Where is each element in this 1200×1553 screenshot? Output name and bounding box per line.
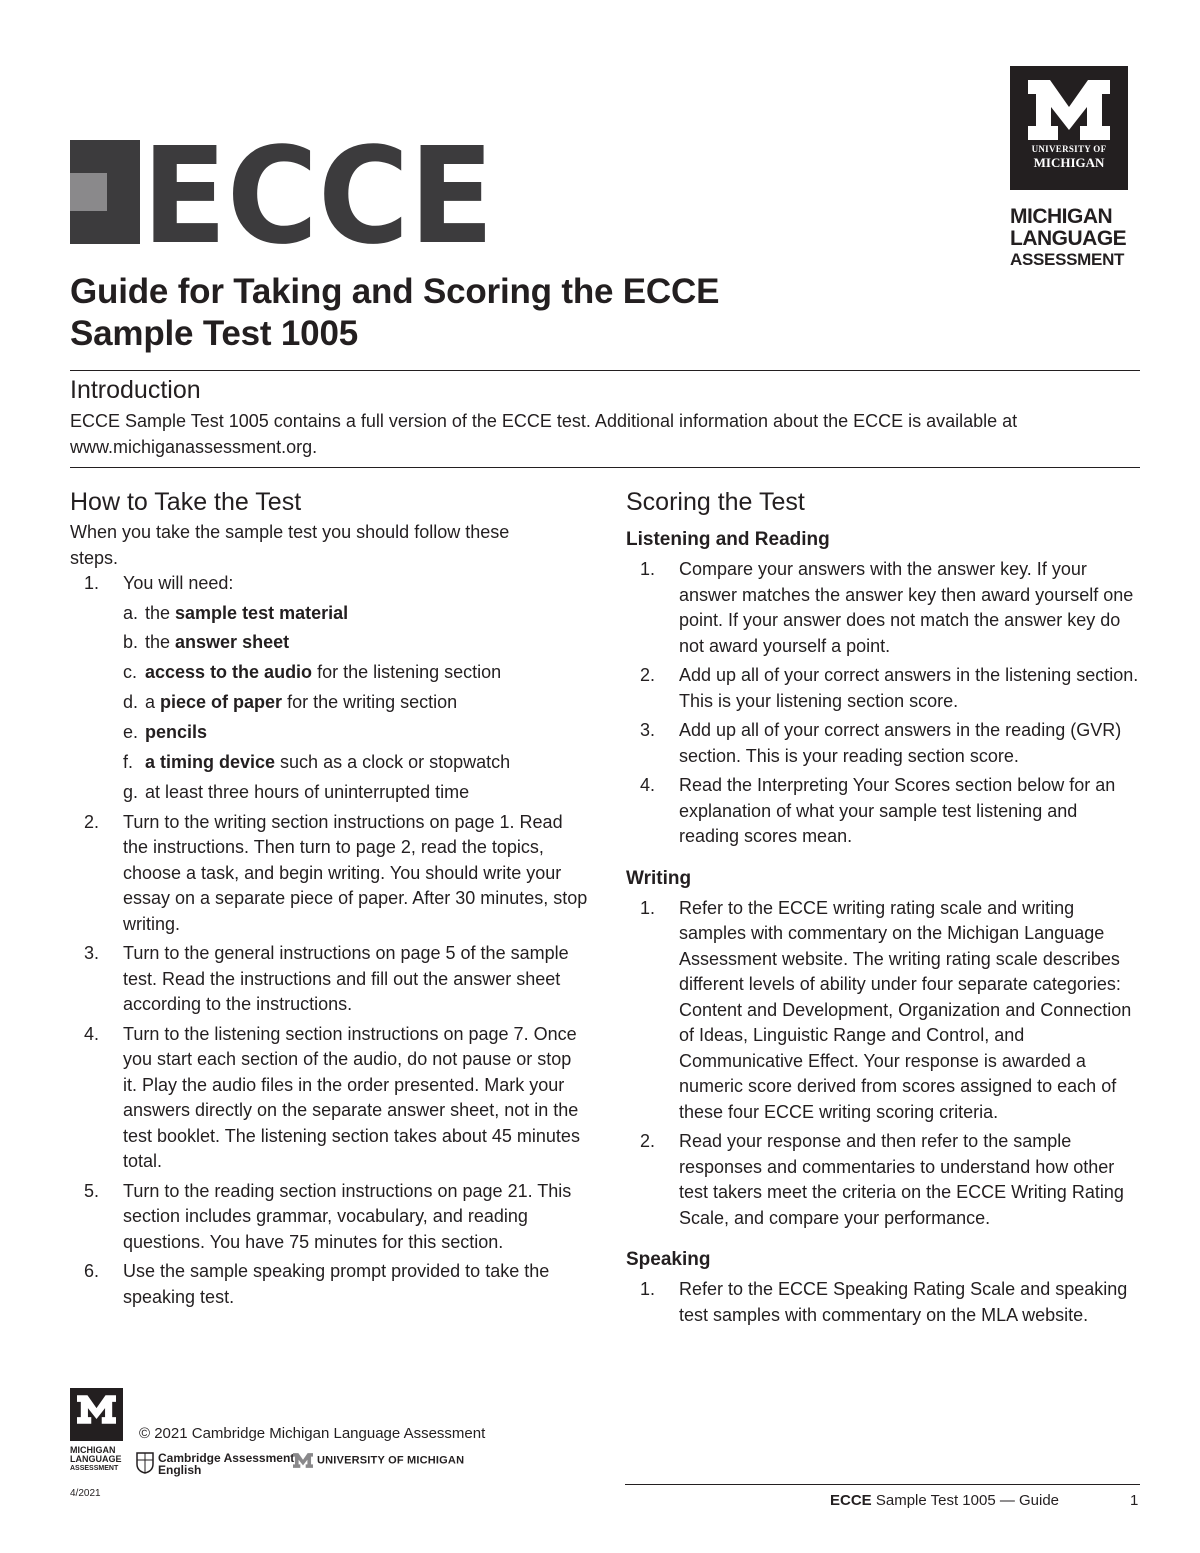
footer-doc-rest: Sample Test 1005 — Guide: [871, 1492, 1060, 1509]
item-letter: b.: [123, 632, 139, 653]
listening-reading-steps: [626, 557, 1140, 850]
footer-mla-logo: [70, 1446, 124, 1473]
step-text: Turn to the reading section instructions on page 21. This section includes grammar, vocabulary, and reading questions. You have 75 minutes for this section.: [123, 1180, 572, 1252]
list-item: [123, 690, 590, 716]
how-to-steps: [70, 571, 590, 805]
item-letter: c.: [123, 662, 138, 683]
step-text: You will need:: [123, 573, 234, 593]
step-number: 1.: [640, 1279, 656, 1299]
item-letter: d.: [123, 692, 139, 713]
step-text: Turn to the listening section instructions on page 7. Once you start each section of the audio, do not pause or stop it. Play the audio files in the order presented. Mark your answers directly on the separate answer sheet, not in the test booklet. The listening section takes about 45 minutes total.: [123, 1023, 580, 1172]
list-item: [123, 630, 590, 656]
how-to-steps-continued: [70, 810, 590, 1311]
divider: [70, 467, 1140, 468]
item-text: a: [145, 692, 161, 713]
speaking-steps: [626, 1277, 1140, 1328]
item-letter: a.: [123, 602, 139, 623]
writing-heading: Writing: [626, 867, 692, 889]
footer-divider: [625, 1484, 1140, 1485]
list-item: [626, 557, 1140, 659]
logo-michigan: MICHIGAN: [1033, 155, 1105, 170]
step-number: 5.: [84, 1180, 100, 1201]
list-item: [123, 780, 590, 806]
item-bold-text: a timing device: [145, 751, 276, 772]
speaking-heading: Speaking: [626, 1249, 711, 1270]
block-m-icon: [293, 1453, 313, 1468]
item-bold-text: piece of paper: [160, 692, 283, 713]
list-item: [123, 601, 590, 627]
list-item: [626, 1129, 1140, 1231]
divider: [70, 370, 1140, 371]
step-text: Use the sample speaking prompt provided to take the speaking test.: [123, 1261, 550, 1307]
block-m-icon: [1028, 80, 1110, 140]
step-text: Refer to the ECCE Speaking Rating Scale and speaking test samples with commentary on the MLA website.: [679, 1279, 1128, 1325]
step-text: Turn to the writing section instructions on page 1. Read the instructions. Then turn to page 2, read the topics, choose a task, and begin writing. You should write your essay on a separate piece of paper. After 30 minutes, stop writing.: [123, 811, 588, 934]
step-number: 1.: [640, 897, 656, 918]
list-item: [123, 720, 590, 746]
writing-steps: [626, 896, 1140, 1232]
footer-mla-line: MICHIGAN: [70, 1445, 116, 1455]
page-number: 1: [1130, 1492, 1139, 1509]
footer-block-m-logo: [70, 1388, 123, 1441]
intro-body: ECCE Sample Test 1005 contains a full version of the ECCE test. Additional information about the ECCE is available at www.michiganassessment.org.: [70, 411, 1018, 457]
list-item: [70, 941, 590, 1018]
list-item: [70, 1259, 590, 1310]
step-text: Read the Interpreting Your Scores section below for an explanation of what your sample test listening and reading scores mean.: [679, 775, 1116, 846]
item-text: the: [145, 602, 176, 623]
cambridge-shield-icon: [136, 1452, 154, 1474]
footer-mla-line: LANGUAGE: [70, 1454, 122, 1464]
step-number: 3.: [640, 720, 656, 740]
step-number: 1.: [84, 573, 100, 593]
university-of-michigan-logo: [1010, 66, 1128, 190]
um-small-text: UNIVERSITY OF MICHIGAN: [317, 1454, 465, 1467]
how-to-take-section: [70, 488, 590, 1314]
item-text: for the writing section: [282, 692, 458, 713]
list-item: [70, 571, 590, 805]
step-number: 2.: [640, 1131, 656, 1151]
michigan-language-assessment-logo: [1010, 206, 1135, 270]
list-item: [626, 896, 1140, 1126]
how-to-intro: When you take the sample test you should follow these steps.: [70, 522, 510, 568]
mla-line-3: ASSESSMENT: [1010, 250, 1125, 269]
list-item: [123, 750, 590, 776]
list-item: [70, 1022, 590, 1175]
footer-date: 4/2021: [70, 1488, 101, 1499]
footer-doc-title: [830, 1492, 1059, 1509]
item-text: the: [145, 632, 176, 653]
item-letter: g.: [123, 781, 139, 802]
list-item: [626, 718, 1140, 769]
step-number: 6.: [84, 1261, 100, 1282]
item-bold-text: answer sheet: [175, 632, 290, 653]
university-of-michigan-small-logo: [293, 1453, 464, 1468]
item-letter: e.: [123, 722, 139, 743]
item-bold-text: access to the audio: [145, 662, 313, 683]
item-letter: f.: [123, 751, 134, 772]
mla-line-2: LANGUAGE: [1010, 227, 1127, 250]
footer-doc-bold: ECCE: [830, 1492, 872, 1509]
item-text: such as a clock or stopwatch: [275, 751, 511, 772]
step-number: 4.: [84, 1023, 100, 1044]
step-number: 2.: [84, 811, 100, 832]
block-m-icon: [77, 1395, 116, 1424]
cambridge-line: Cambridge Assessment: [158, 1451, 295, 1465]
page-title-line-2: Sample Test 1005: [70, 314, 358, 353]
step-text: Add up all of your correct answers in the listening section. This is your listening section score.: [679, 665, 1139, 711]
list-item: [626, 1277, 1140, 1328]
scoring-heading: Scoring the Test: [626, 488, 805, 516]
step-text: Compare your answers with the answer key. If your answer matches the answer key then award yourself one point. If your answer does not match the answer key do not award yourself a point.: [679, 559, 1134, 656]
mla-line-1: MICHIGAN: [1010, 205, 1113, 228]
logo-university-of: UNIVERSITY OF: [1031, 144, 1107, 154]
list-item: [70, 1179, 590, 1256]
needs-list: [123, 601, 590, 806]
item-text: at least three hours of uninterrupted time: [145, 781, 470, 802]
step-text: Turn to the general instructions on page 5 of the sample test. Read the instructions and fill out the answer sheet according to the instructions.: [123, 943, 569, 1015]
item-bold-text: pencils: [145, 722, 208, 743]
list-item: [70, 810, 590, 938]
step-number: 1.: [640, 559, 656, 579]
list-item: [123, 660, 590, 686]
footer-mla-line: ASSESSMENT: [70, 1465, 119, 1472]
step-text: Refer to the ECCE writing rating scale and writing samples with commentary on the Michigan Language Assessment website. The writing rating scale describes different levels of ability under four separate categories: Content and Development, Organization and Connection of Ideas, Linguistic Range and Control, and Communicative Effect. Your response is awarded a numeric score derived from scores assigned to each of these four ECCE writing scoring criteria.: [679, 897, 1132, 1122]
scoring-section: [626, 488, 1140, 1332]
ecce-wordmark: ECCE: [142, 140, 494, 246]
copyright: © 2021 Cambridge Michigan Language Assessment: [139, 1425, 486, 1442]
item-bold-text: sample test material: [175, 602, 349, 623]
list-item: [626, 663, 1140, 714]
list-item: [626, 773, 1140, 850]
ecce-logo: [70, 140, 500, 246]
listening-reading-heading: Listening and Reading: [626, 529, 830, 550]
item-text: for the listening section: [312, 662, 502, 683]
step-number: 3.: [84, 943, 100, 964]
intro-heading: Introduction: [70, 376, 201, 404]
how-to-heading: How to Take the Test: [70, 488, 302, 516]
cambridge-line: English: [158, 1463, 202, 1477]
step-text: Read your response and then refer to the sample responses and commentaries to understand how other test takers meet the criteria on the ECCE Writing Rating Scale, and compare your performance.: [679, 1131, 1124, 1228]
page-title-line-1: Guide for Taking and Scoring the ECCE: [70, 272, 720, 311]
step-text: Add up all of your correct answers in the reading (GVR) section. This is your reading section score.: [679, 720, 1122, 766]
step-number: 4.: [640, 775, 656, 795]
step-number: 2.: [640, 665, 656, 685]
